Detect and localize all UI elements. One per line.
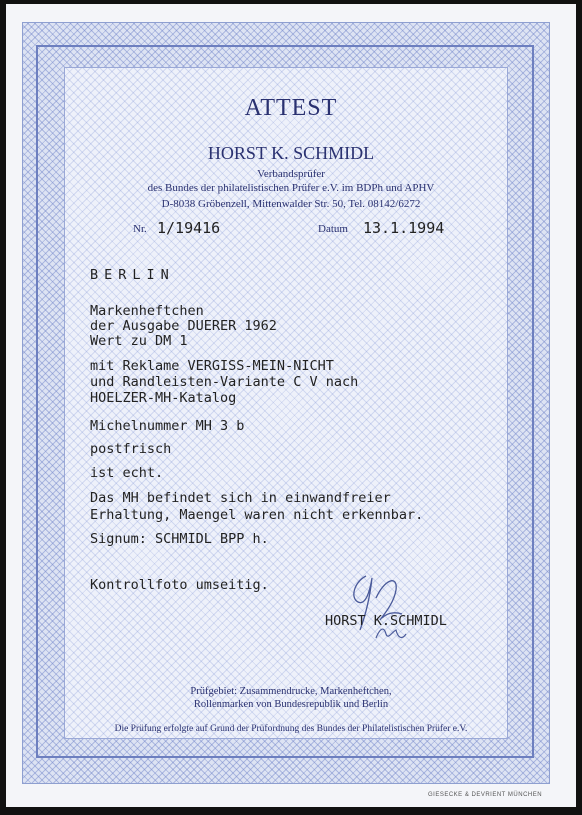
certificate-number: 1/19416 — [157, 219, 221, 237]
certificate-title: ATTEST — [244, 95, 338, 121]
handwritten-signature — [336, 568, 426, 648]
examiner-name: HORST K. SCHMIDL — [207, 143, 375, 163]
examiner-role: Verbandsprüfer — [257, 168, 325, 180]
rules-statement: Die Prüfung erfolgte auf Grund der Prüfordnung des Bundes der Philatelistischen Prüfer e.V. — [114, 724, 468, 734]
genuine-statement: ist echt. — [90, 465, 164, 481]
signum-line: Signum: SCHMIDL BPP h. — [90, 531, 269, 547]
scope-line-2: Rollenmarken von Bundesrepublik und Berlin — [193, 699, 389, 710]
examiner-association: des Bundes der philatelistischen Prüfer e.V. im BDPh und APHV — [147, 182, 435, 194]
signer-name: HORST K.SCHMIDL — [325, 613, 447, 629]
number-label: Nr. — [133, 223, 147, 235]
item-line-2: der Ausgabe DUERER 1962 — [90, 318, 277, 334]
city-line: BERLIN — [90, 267, 175, 283]
description-line-2: Erhaltung, Maengel waren nicht erkennbar. — [90, 507, 424, 523]
control-photo-note: Kontrollfoto umseitig. — [90, 577, 269, 593]
scope-line-1: Prüfgebiet: Zusammendrucke, Markenheftchen, — [190, 686, 392, 697]
item-line-3: Wert zu DM 1 — [90, 333, 188, 349]
condition: postfrisch — [90, 441, 172, 457]
michel-number: Michelnummer MH 3 b — [90, 418, 245, 434]
date-label: Datum — [318, 223, 348, 235]
item-line-1: Markenheftchen — [90, 303, 204, 319]
item-line-6: HOELZER-MH-Katalog — [90, 390, 237, 406]
item-line-4: mit Reklame VERGISS-MEIN-NICHT — [90, 358, 334, 374]
certificate-date: 13.1.1994 — [363, 219, 445, 237]
description-line-1: Das MH befindet sich in einwandfreier — [90, 490, 391, 506]
printer-imprint: GIESECKE & DEVRIENT MÜNCHEN — [428, 792, 543, 798]
examiner-address: D-8038 Gröbenzell, Mittenwalder Str. 50, Tel. 08142/6272 — [161, 198, 421, 210]
item-line-5: und Randleisten-Variante C V nach — [90, 374, 359, 390]
